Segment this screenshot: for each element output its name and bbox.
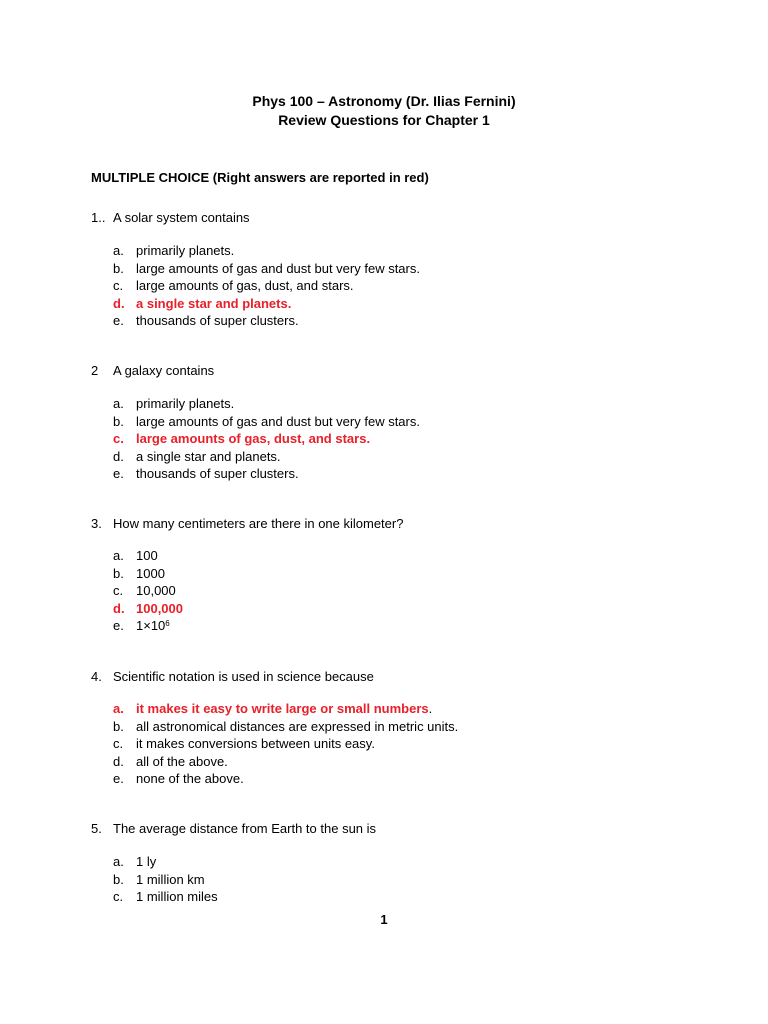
review-title: Review Questions for Chapter 1 — [278, 112, 490, 128]
option-text: 1000 — [136, 565, 165, 581]
option-text: primarily planets. — [136, 396, 235, 411]
option-letter: e. — [113, 466, 124, 481]
question-3 — [91, 516, 403, 531]
option-text: large amounts of gas, dust, and stars. — [136, 278, 354, 293]
option-b — [113, 565, 183, 583]
question-number: 5. — [91, 821, 102, 836]
question-text: Scientific notation is used in science because — [113, 669, 374, 684]
option-text: it makes conversions between units easy. — [136, 736, 375, 751]
option-superscript: 6 — [165, 619, 170, 628]
question-text: A solar system contains — [113, 210, 250, 225]
option-letter: e. — [113, 771, 124, 786]
option-letter: c. — [113, 583, 124, 598]
question-number: 1.. — [91, 210, 106, 225]
question-number: 4. — [91, 669, 102, 684]
option-text: 100 — [136, 548, 158, 563]
option-d — [113, 753, 458, 771]
option-d — [113, 448, 420, 466]
question-text: The average distance from Earth to the sun is — [113, 821, 377, 836]
option-c — [113, 582, 183, 600]
question-text: How many centimeters are there in one kilometer? — [113, 516, 404, 531]
option-text: 10,000 — [136, 583, 176, 598]
option-text-rest: . — [428, 701, 433, 716]
question-1-options — [113, 242, 420, 330]
option-a — [113, 395, 420, 413]
option-text: all of the above. — [136, 753, 228, 769]
page-number: 1 — [380, 912, 388, 927]
question-2-options — [113, 395, 420, 483]
option-e — [113, 617, 183, 635]
option-letter: d. — [113, 448, 124, 464]
question-number: 3. — [91, 516, 102, 531]
option-b — [113, 871, 218, 889]
option-text: thousands of super clusters. — [136, 313, 299, 328]
option-b — [113, 413, 420, 431]
option-text: none of the above. — [136, 771, 244, 786]
option-a — [113, 853, 218, 871]
option-text: a single star and planets. — [136, 295, 292, 311]
option-letter: e. — [113, 618, 124, 633]
option-text: it makes it easy to write large or small numbers — [136, 701, 429, 716]
option-text: large amounts of gas, dust, and stars. — [136, 431, 371, 446]
option-letter: b. — [113, 565, 124, 581]
option-letter: c. — [113, 736, 124, 751]
question-4-options — [113, 700, 458, 788]
option-b — [113, 260, 420, 278]
option-letter: e. — [113, 313, 124, 328]
option-text: 1 million miles — [136, 889, 218, 904]
option-c — [113, 277, 420, 295]
option-a-correct — [113, 700, 458, 718]
option-e — [113, 770, 458, 788]
option-text: large amounts of gas and dust but very few stars. — [136, 260, 420, 276]
option-c — [113, 735, 458, 753]
option-text: thousands of super clusters. — [136, 466, 299, 481]
question-5-options — [113, 853, 218, 906]
option-text: primarily planets. — [136, 243, 235, 258]
option-e — [113, 312, 420, 330]
option-letter: b. — [113, 871, 124, 887]
question-1 — [91, 210, 250, 225]
section-heading: MULTIPLE CHOICE (Right answers are reported in red) — [91, 170, 429, 185]
question-text: A galaxy contains — [113, 363, 215, 378]
option-text: large amounts of gas and dust but very few stars. — [136, 413, 420, 429]
question-3-options — [113, 547, 183, 635]
option-letter: d. — [113, 753, 124, 769]
option-letter: a. — [113, 548, 124, 563]
option-letter: c. — [113, 431, 124, 446]
document-title — [0, 92, 768, 130]
course-title: Phys 100 – Astronomy (Dr. Ilias Fernini) — [252, 93, 516, 109]
question-5 — [91, 821, 376, 836]
question-2 — [91, 363, 214, 378]
option-b — [113, 718, 458, 736]
option-letter: d. — [113, 600, 125, 616]
option-letter: c. — [113, 889, 124, 904]
option-text: 100,000 — [136, 600, 183, 616]
option-letter: b. — [113, 260, 124, 276]
option-e — [113, 465, 420, 483]
question-4 — [91, 669, 374, 684]
option-c-correct — [113, 430, 420, 448]
option-letter: d. — [113, 295, 125, 311]
option-d-correct — [113, 600, 183, 618]
option-letter: a. — [113, 701, 124, 716]
option-a — [113, 242, 420, 260]
option-text: 1 million km — [136, 871, 205, 887]
option-letter: b. — [113, 413, 124, 429]
option-text: a single star and planets. — [136, 448, 281, 464]
option-c — [113, 888, 218, 906]
option-letter: c. — [113, 278, 124, 293]
option-text: 1×10 — [136, 618, 166, 633]
option-text: all astronomical distances are expressed in metric units. — [136, 718, 459, 734]
option-letter: a. — [113, 243, 124, 258]
option-letter: a. — [113, 396, 124, 411]
option-a — [113, 547, 183, 565]
question-number: 2 — [91, 363, 99, 378]
option-text: 1 ly — [136, 854, 157, 869]
option-letter: a. — [113, 854, 124, 869]
option-d-correct — [113, 295, 420, 313]
option-letter: b. — [113, 718, 124, 734]
